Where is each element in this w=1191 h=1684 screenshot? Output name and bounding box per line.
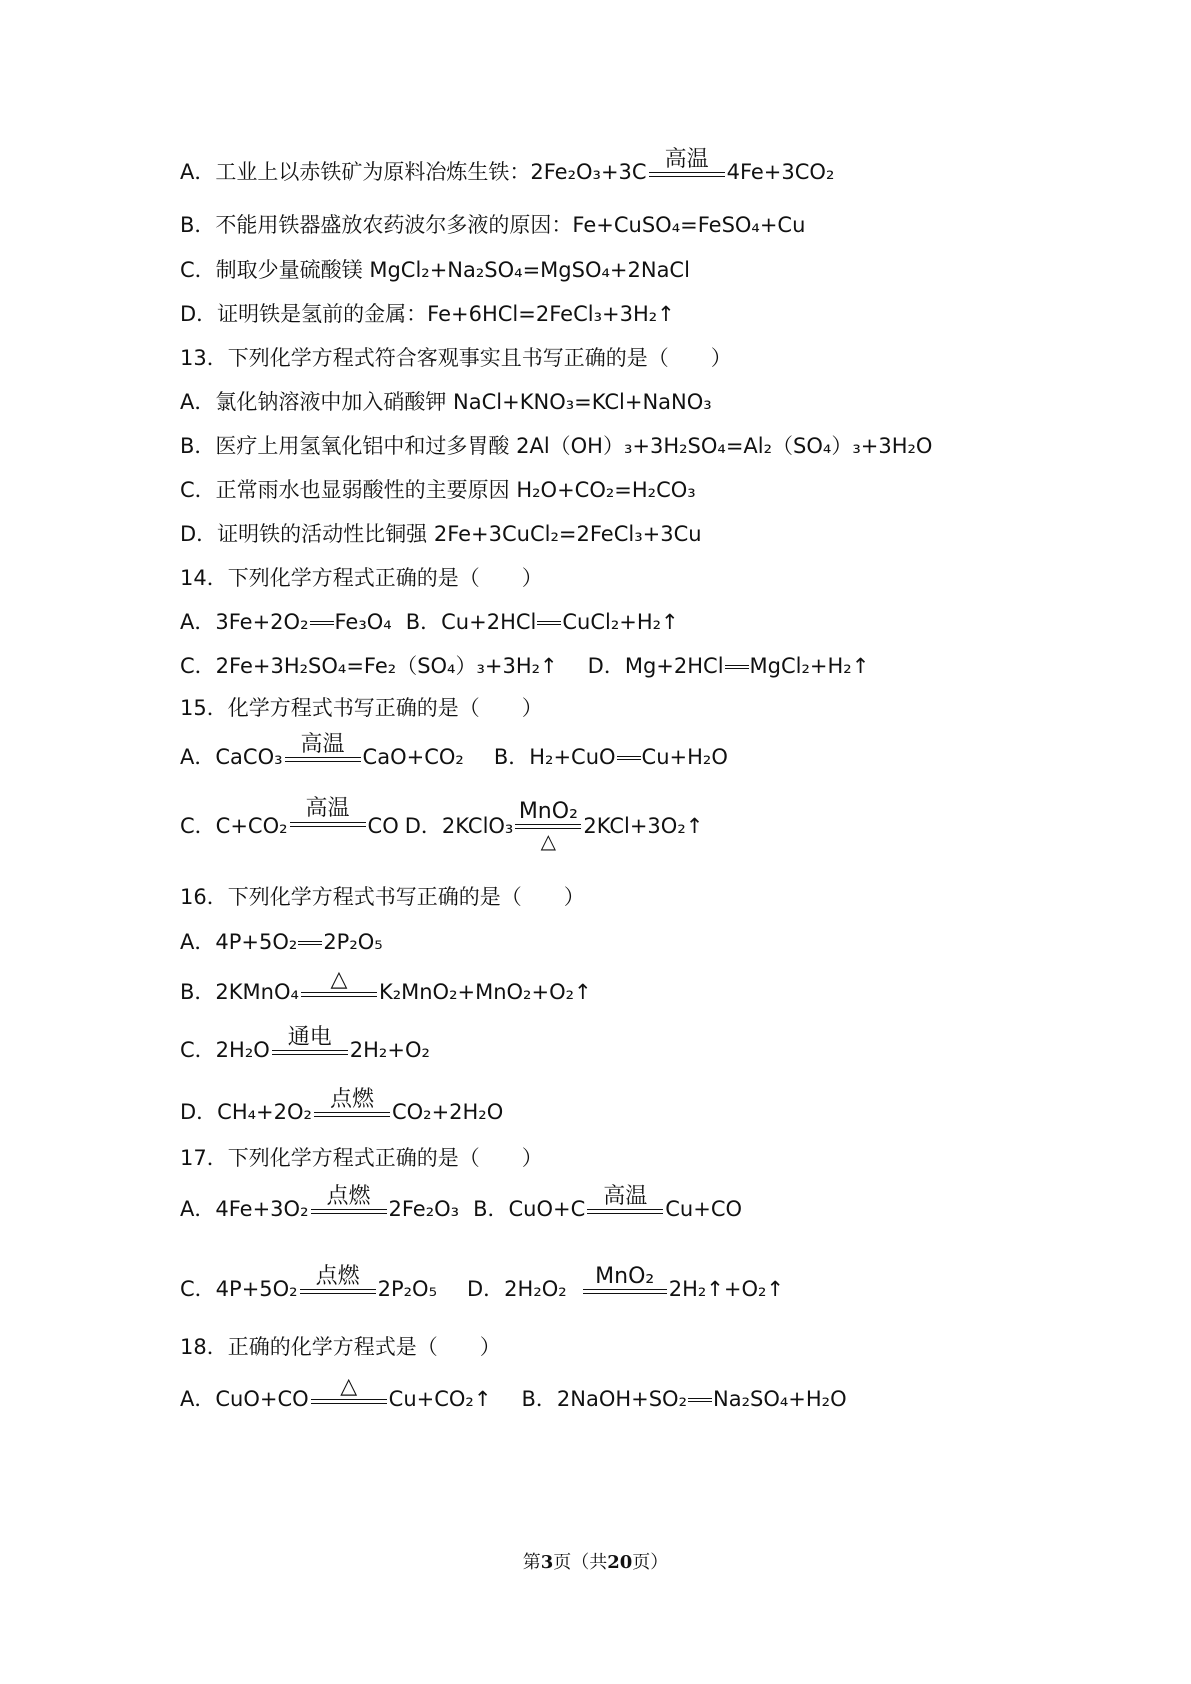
equation-reactants: Mg+2HCl (624, 654, 724, 678)
q12-option-b (180, 188, 1160, 236)
q13-title (180, 321, 1160, 369)
option-label: C． (180, 1277, 216, 1301)
option-text: 工业上以赤铁矿为原料冶炼生铁：2Fe₂O₃+3C (215, 160, 647, 184)
q18-title (180, 1310, 1160, 1358)
equation-products: 2P₂O₅ (377, 1277, 437, 1301)
option-label: B． (180, 434, 216, 458)
equation-products: 2Fe₂O₃ (388, 1197, 460, 1221)
reaction-condition (647, 148, 727, 183)
equation-reactants: CuO+C (508, 1197, 586, 1221)
q14-title (180, 541, 1160, 589)
equals-bar (311, 1399, 387, 1404)
equals-bar (537, 621, 561, 625)
option-label: A． (180, 1387, 216, 1411)
equals-bar (583, 1289, 667, 1294)
q13-option-d (180, 497, 1160, 545)
condition-top: 高温 (603, 1183, 648, 1209)
equals-bar (311, 1209, 387, 1214)
equals-bar (649, 172, 725, 177)
equation-products: MgCl₂+H₂↑ (749, 654, 870, 678)
q12-option-c (180, 233, 1160, 281)
q15-options-cd (180, 796, 1160, 854)
equation-products: K₂MnO₂+MnO₂+O₂↑ (378, 980, 592, 1004)
option-text: 2Fe+3H₂SO₄=Fe₂（SO₄）₃+3H₂↑ (215, 654, 558, 678)
footer-text: 页（共 (553, 1552, 608, 1573)
q16-option-a (180, 905, 1160, 953)
condition-top: 通电 (287, 1024, 332, 1050)
option-label: C． (180, 478, 216, 502)
total-pages: 20 (607, 1552, 633, 1573)
reaction-condition (288, 797, 368, 832)
reaction-condition (581, 1265, 669, 1300)
reaction-condition (298, 1265, 378, 1300)
equation-products: Cu+H₂O (641, 745, 728, 769)
equation-reactants: CuO+CO (215, 1387, 309, 1411)
equation-reactants: 4Fe+3O₂ (215, 1197, 309, 1221)
question-title: 18．正确的化学方程式是（ ） (180, 1335, 501, 1359)
equation-products: Cu+CO (665, 1197, 743, 1221)
option-label: B． (180, 980, 216, 1004)
equals-bar (310, 621, 334, 625)
question-title: 17．下列化学方程式正确的是（ ） (180, 1146, 543, 1170)
q13-option-b (180, 409, 1160, 457)
q15-title (180, 671, 1160, 719)
reaction-condition (513, 800, 583, 852)
equals-bar (285, 757, 361, 762)
condition-top: 高温 (300, 731, 345, 757)
condition-top: 高温 (305, 796, 350, 822)
q14-options-ab (180, 585, 1160, 633)
q16-title (180, 860, 1160, 908)
reaction-condition (309, 1375, 389, 1410)
condition-bottom: △ (540, 829, 557, 854)
option-label: C． (180, 813, 216, 838)
condition-top: 点燃 (315, 1263, 360, 1289)
option-label: B． (473, 1197, 509, 1221)
option-label: A． (180, 610, 216, 634)
option-label: A． (180, 390, 216, 414)
equation-reactants: H₂+CuO (529, 745, 616, 769)
equation-products: Fe₃O₄ (334, 610, 392, 634)
equation-products: 4Fe+3CO₂ (726, 160, 835, 184)
equals-bar (300, 1289, 376, 1294)
page-number: 3 (540, 1552, 554, 1573)
equals-bar (301, 992, 377, 997)
page-footer (0, 1548, 1191, 1574)
option-text: 不能用铁器盛放农药波尔多液的原因：Fe+CuSO₄=FeSO₄+Cu (215, 213, 806, 237)
q12-option-a (180, 135, 1160, 183)
q18-options-ab (180, 1362, 1160, 1410)
option-label: D． (587, 654, 625, 678)
equation-products: CuCl₂+H₂↑ (562, 610, 679, 634)
option-label: D． (404, 813, 442, 838)
option-label: D． (467, 1277, 505, 1301)
equation-products: Na₂SO₄+H₂O (713, 1387, 847, 1411)
reaction-condition (299, 968, 379, 1003)
option-text: 证明铁的活动性比铜强 2Fe+3CuCl₂=2FeCl₃+3Cu (217, 522, 702, 546)
condition-top: 高温 (664, 146, 709, 172)
option-label: B． (521, 1387, 557, 1411)
equation-reactants: 2NaOH+SO₂ (556, 1387, 688, 1411)
reaction-condition (585, 1185, 665, 1220)
option-label: A． (180, 930, 216, 954)
option-label: A． (180, 1197, 216, 1221)
equals-bar (298, 941, 322, 945)
footer-text: 第 (522, 1552, 541, 1573)
option-label: D． (180, 302, 218, 326)
q12-option-d (180, 277, 1160, 325)
equation-products: CaO+CO₂ (362, 745, 464, 769)
equation-products: CO (367, 813, 399, 838)
q17-title (180, 1121, 1160, 1169)
condition-top: 点燃 (326, 1183, 371, 1209)
q16-option-d (180, 1075, 1160, 1123)
equation-products: Cu+CO₂↑ (388, 1387, 492, 1411)
equals-bar (725, 665, 749, 669)
equation-products: 2H₂+O₂ (349, 1038, 430, 1062)
equals-bar (617, 756, 641, 760)
equation-reactants: Cu+2HCl (441, 610, 537, 634)
equals-bar (272, 1050, 348, 1055)
equation-products: 2P₂O₅ (323, 930, 383, 954)
option-label: C． (180, 654, 216, 678)
q16-option-c (180, 1013, 1160, 1061)
equation-reactants: 3Fe+2O₂ (215, 610, 309, 634)
equation-reactants: 4P+5O₂ (215, 930, 298, 954)
equals-bar (688, 1398, 712, 1402)
q17-options-ab (180, 1172, 1160, 1220)
q13-option-c (180, 453, 1160, 501)
equation-products: 2H₂↑+O₂↑ (668, 1277, 785, 1301)
option-label: A． (180, 160, 216, 184)
reaction-condition (312, 1088, 392, 1123)
option-text: 制取少量硫酸镁 MgCl₂+Na₂SO₄=MgSO₄+2NaCl (215, 258, 690, 282)
condition-top: MnO₂ (595, 1263, 655, 1289)
equation-reactants: 2H₂O (215, 1038, 270, 1062)
equation-products: CO₂+2H₂O (391, 1100, 504, 1124)
equals-bar (290, 822, 366, 827)
option-text: 氯化钠溶液中加入硝酸钾 NaCl+KNO₃=KCl+NaNO₃ (215, 390, 712, 414)
equation-reactants: CaCO₃ (215, 745, 283, 769)
condition-top: 点燃 (329, 1086, 374, 1112)
equation-products: 2KCl+3O₂↑ (583, 813, 704, 838)
condition-top: MnO₂ (518, 798, 578, 824)
q15-options-ab (180, 720, 1160, 768)
q16-option-b (180, 955, 1160, 1003)
option-label: D． (180, 1100, 218, 1124)
equation-reactants: C+CO₂ (215, 813, 288, 838)
option-text: 证明铁是氢前的金属：Fe+6HCl=2FeCl₃+3H₂↑ (217, 302, 675, 326)
condition-top: △ (340, 1373, 358, 1399)
equation-reactants: 4P+5O₂ (215, 1277, 298, 1301)
reaction-condition (283, 733, 363, 768)
option-label: C． (180, 1038, 216, 1062)
equation-reactants: 2H₂O₂ (504, 1277, 567, 1301)
reaction-condition (309, 1185, 389, 1220)
question-title: 13．下列化学方程式符合客观事实且书写正确的是（ ） (180, 346, 732, 370)
question-title: 15．化学方程式书写正确的是（ ） (180, 696, 543, 720)
option-text: 正常雨水也显弱酸性的主要原因 H₂O+CO₂=H₂CO₃ (215, 478, 696, 502)
option-label: A． (180, 745, 216, 769)
option-label: D． (180, 522, 218, 546)
equals-bar (314, 1112, 390, 1117)
q13-option-a (180, 365, 1160, 413)
equation-reactants: 2KMnO₄ (215, 980, 299, 1004)
option-label: B． (405, 610, 442, 634)
reaction-condition (270, 1026, 350, 1061)
question-title: 14．下列化学方程式正确的是（ ） (180, 566, 543, 590)
option-label: B． (180, 213, 216, 237)
q14-options-cd (180, 629, 1160, 677)
equation-reactants: 2KClO₃ (441, 813, 514, 838)
q17-options-cd (180, 1252, 1160, 1300)
question-title: 16．下列化学方程式书写正确的是（ ） (180, 885, 585, 909)
footer-text: 页） (632, 1552, 669, 1573)
equation-reactants: CH₄+2O₂ (217, 1100, 312, 1124)
option-label: B． (493, 745, 530, 769)
option-text: 医疗上用氢氧化铝中和过多胃酸 2Al（OH）₃+3H₂SO₄=Al₂（SO₄）₃+3H₂O (215, 434, 933, 458)
equals-bar (587, 1209, 663, 1214)
option-label: C． (180, 258, 216, 282)
condition-top: △ (330, 966, 348, 992)
